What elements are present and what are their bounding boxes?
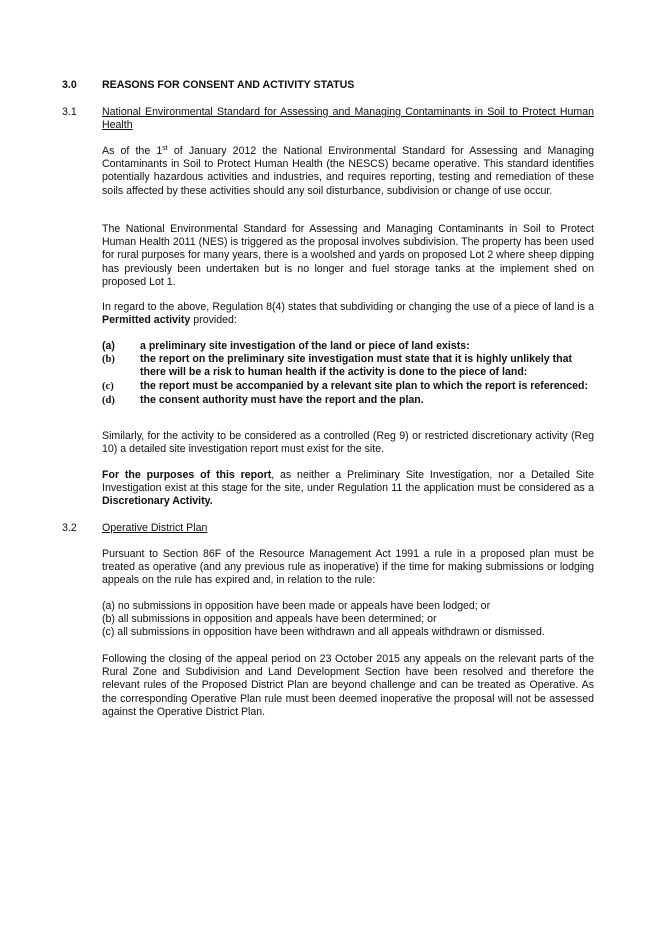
subsection-3-2-title: Operative District Plan: [102, 522, 208, 534]
subsection-3-1-number: 3.1: [62, 106, 77, 118]
section-heading: [62, 79, 354, 92]
list-item: (d) the consent authority must have the report and the plan.: [102, 393, 424, 406]
list-item: (a) no submissions in opposition have been made or appeals have been lodged; or: [102, 600, 491, 612]
paragraph-appeal-period: Following the closing of the appeal period on 23 October 2015 any appeals on the relevant parts of the Rural Zone and Subdivision and Land Development Section have been resolved and therefore the relevant rules of the Proposed District Plan are beyond challenge and can be treated as Operative. As the corresponding Operative Plan rule must been deemed inoperative the proposal will not be assessed against the Operative District Plan.: [102, 653, 594, 718]
paragraph-nes-triggered: The National Environmental Standard for Assessing and Managing Contaminants in Soil to Protect Human Health 2011 (NES) is triggered as the proposal involves subdivision. The property has been used for rural purposes for many years, there is a woolshed and yards on proposed Lot 2 where sheep dipping has previously been undertaken but is no longer and fuel storage tanks at the implement shed on proposed Lot 1.: [102, 223, 594, 288]
paragraph-controlled-activity: Similarly, for the activity to be considered as a controlled (Reg 9) or restricted discretionary activity (Reg 10) a detailed site investigation report must exist for the site.: [102, 430, 594, 456]
paragraph-discretionary-activity: For the purposes of this report, as neither a Preliminary Site Investigation, nor a Detailed Site Investigation exist at this stage for the site, under Regulation 11 the application must be considered as a Discretionary Activity.: [102, 469, 594, 508]
subsection-3-2-number: 3.2: [62, 522, 77, 534]
paragraph-section-86f: Pursuant to Section 86F of the Resource Management Act 1991 a rule in a proposed plan must be treated as operative (and any previous rule as inoperative) if the time for making submissions or lodging appeals on the rule has expired and, in relation to the rule:: [102, 548, 594, 587]
list-item: (c) all submissions in opposition have been withdrawn and all appeals withdrawn or dismissed.: [102, 626, 545, 639]
list-item: (b) all submissions in opposition and appeals have been determined; or: [102, 613, 437, 626]
permitted-conditions-list: [102, 340, 594, 407]
section-title: REASONS FOR CONSENT AND ACTIVITY STATUS: [102, 79, 355, 91]
list-item: (b) the report on the preliminary site investigation must state that it is highly unlikely that there will be a risk to human health if the activity is done to the piece of land:: [102, 353, 573, 379]
paragraph-nescs-intro: As of the 1st of January 2012 the National Environmental Standard for Assessing and Managing Contaminants in Soil to Protect Human Health (the NESCS) became operative. This standard identifies potentially hazardous activities and industries, and requires reporting, testing and remediation of these soils affected by these activities should any soil disturbance, subdivision or change of use occur.: [102, 145, 594, 197]
list-item: (a) a preliminary site investigation of the land or piece of land exists:: [102, 340, 470, 352]
list-item: (c) the report must be accompanied by a relevant site plan to which the report is referenced:: [102, 379, 588, 392]
section-number: 3.0: [62, 79, 77, 91]
paragraph-regulation-8-4: In regard to the above, Regulation 8(4) states that subdividing or changing the use of a piece of land is a Permitted activity provided:: [102, 301, 594, 327]
operative-rule-conditions: [102, 600, 594, 640]
subsection-3-1-title: National Environmental Standard for Assessing and Managing Contaminants in Soil to Protect Human Health: [102, 106, 594, 132]
